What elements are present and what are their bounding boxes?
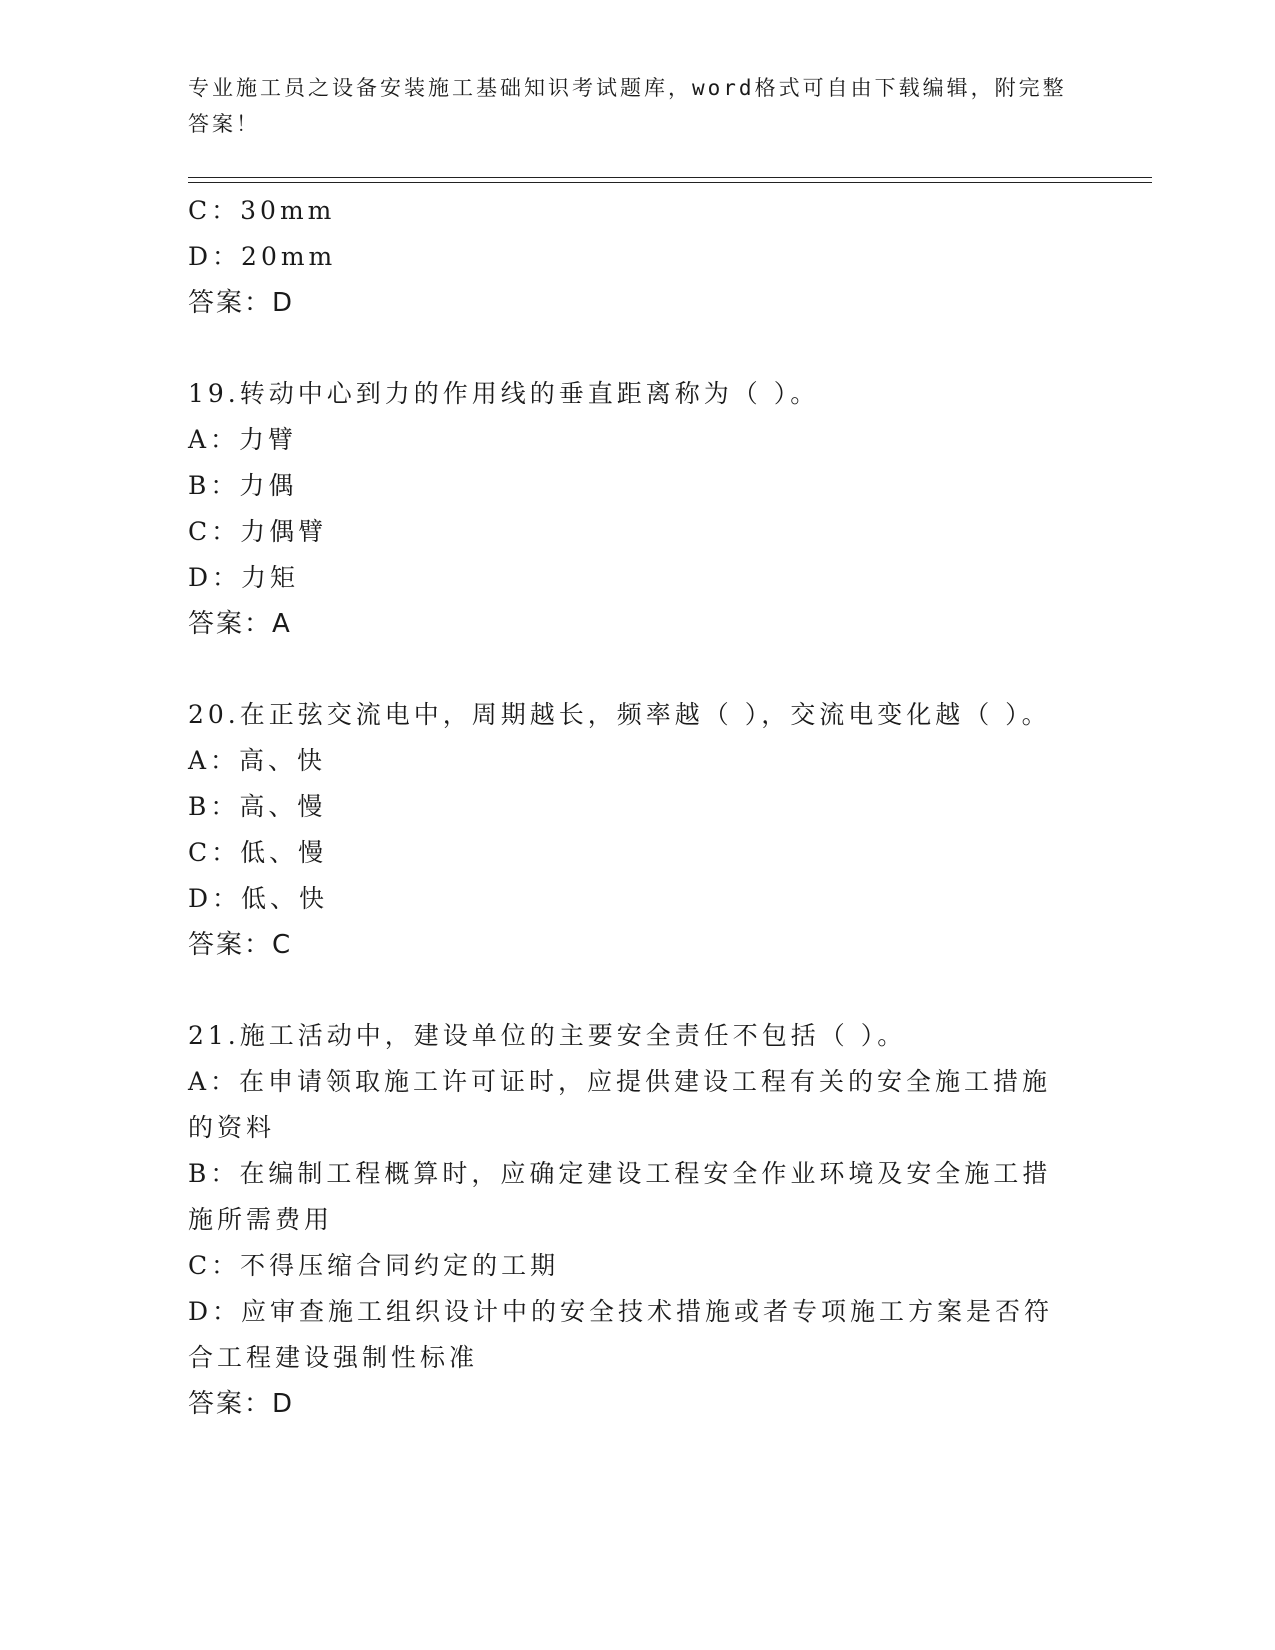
option-c: C：力偶臂 (188, 517, 328, 546)
option-a: A：高、快 (188, 746, 327, 775)
option-d: D：力矩 (188, 563, 300, 592)
answer-line: 答案：C (188, 930, 293, 960)
question-block-18 (188, 188, 1088, 326)
option-c: C：低、慢 (188, 838, 328, 867)
document-header: 专业施工员之设备安装施工基础知识考试题库，word格式可自由下载编辑，附完整答案！ (188, 76, 1067, 136)
option-c: C：不得压缩合同约定的工期 (188, 1251, 560, 1280)
answer-line: 答案：D (188, 288, 295, 318)
answer-line: 答案：A (188, 609, 292, 639)
option-d: D：低、快 (188, 884, 329, 913)
option-b: B：力偶 (188, 471, 298, 500)
question-text: 20.在正弦交流电中，周期越长，频率越（ ），交流电变化越（ ）。 (188, 700, 1051, 729)
question-block-20 (188, 692, 1088, 968)
spacer (188, 968, 1088, 1013)
header-rule-top (188, 177, 1152, 178)
option-d: D：20mm (188, 242, 337, 271)
option-a: A：在申请领取施工许可证时，应提供建设工程有关的安全施工措施的资料 (188, 1067, 1052, 1142)
option-a: A：力臂 (188, 425, 298, 454)
question-list (188, 188, 1088, 1427)
option-d: D：应审查施工组织设计中的安全技术措施或者专项施工方案是否符合工程建设强制性标准 (188, 1297, 1054, 1372)
option-c: C：30mm (188, 196, 336, 225)
spacer (188, 326, 1088, 371)
option-b: B：高、慢 (188, 792, 327, 821)
spacer (188, 647, 1088, 692)
question-text: 21.施工活动中，建设单位的主要安全责任不包括（ ）。 (188, 1021, 907, 1050)
answer-line: 答案：D (188, 1389, 295, 1419)
question-block-21 (188, 1013, 1088, 1427)
option-b: B：在编制工程概算时，应确定建设工程安全作业环境及安全施工措施所需费用 (188, 1159, 1052, 1234)
header-rule-bottom (188, 182, 1152, 183)
question-block-19 (188, 371, 1088, 647)
question-text: 19.转动中心到力的作用线的垂直距离称为（ ）。 (188, 379, 820, 408)
